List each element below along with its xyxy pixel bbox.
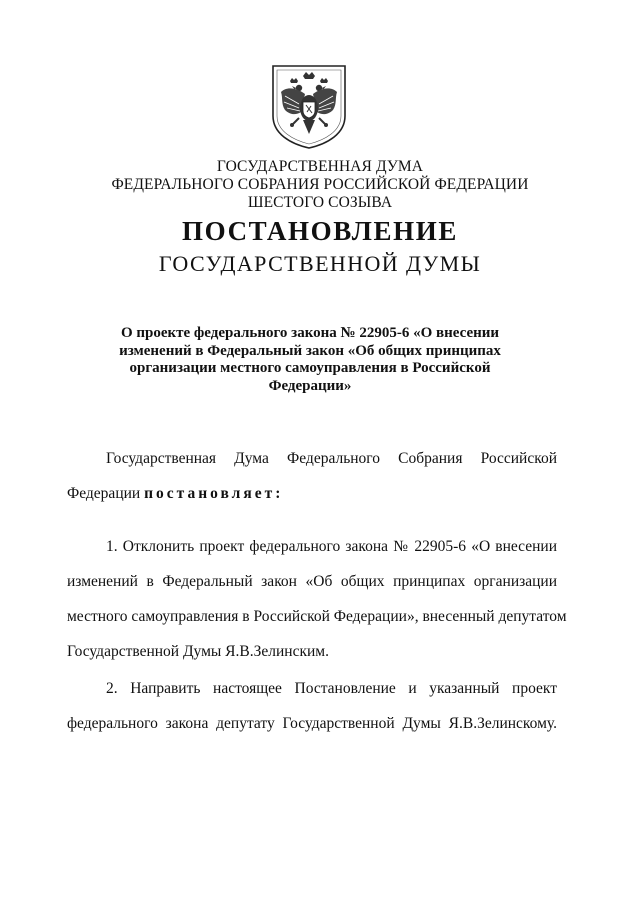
- document-subtitle: ГОСУДАРСТВЕННОЙ ДУМЫ: [158, 251, 482, 276]
- authority-line-1: ГОСУДАРСТВЕННАЯ ДУМА: [216, 158, 424, 175]
- item-line: изменений в Федеральный закон «Об общих принципах организации: [67, 573, 557, 590]
- subject-line: О проекте федерального закона № 22905-6 «О внесении: [120, 325, 500, 341]
- item-line: федерального закона депутату Государственной Думы Я.В.Зелинскому.: [67, 715, 557, 732]
- preamble-text: Федерации: [67, 485, 145, 502]
- subject-line: изменений в Федеральный закон «Об общих принципах: [119, 342, 501, 359]
- preamble-line: [67, 484, 557, 504]
- document-title: ПОСТАНОВЛЕНИЕ: [182, 216, 458, 246]
- authority-line-2: ФЕДЕРАЛЬНОГО СОБРАНИЯ РОССИЙСКОЙ ФЕДЕРАЦИИ: [111, 176, 529, 193]
- subject-line: организации местного самоуправления в Российской: [129, 360, 491, 376]
- preamble-line: Государственная Дума Федерального Собрания Российской: [106, 450, 557, 467]
- issuing-authority: [0, 158, 640, 212]
- resolution-subject: [100, 325, 520, 395]
- decree-keyword: постановляет:: [144, 485, 284, 502]
- item-line: Государственной Думы Я.В.Зелинским.: [67, 643, 329, 660]
- item-line: 2. Направить настоящее Постановление и указанный проект: [106, 680, 557, 697]
- subject-line: Федерации»: [268, 377, 352, 394]
- item-line: 1. Отклонить проект федерального закона № 22905-6 «О внесении: [106, 538, 557, 555]
- coat-of-arms-emblem: [271, 64, 347, 150]
- authority-line-3: ШЕСТОГО СОЗЫВА: [247, 194, 393, 211]
- item-line: местного самоуправления в Российской Федерации», внесенный депутатом: [67, 608, 567, 625]
